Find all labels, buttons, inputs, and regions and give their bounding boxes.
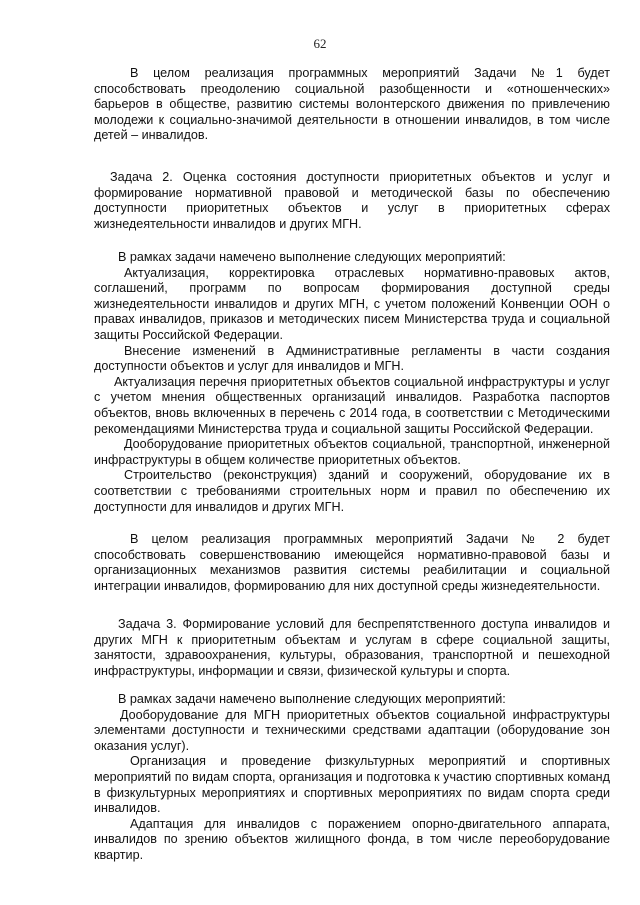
paragraph: Внесение изменений в Административные регламенты в части создания доступности объектов и услуг для инвалидов и МГН. [94, 343, 610, 374]
paragraph: В целом реализация программных мероприятий Задачи № 2 будет способствовать совершенствованию имеющейся нормативно-правовой базы и организационных механизмов развития системы реабилитации и социальной интеграции инвалидов, формированию для них доступной среды жизнедеятельности. [94, 532, 610, 593]
paragraph: Актуализация перечня приоритетных объектов социальной инфраструктуры и услуг с учетом мнения общественных организаций инвалидов. Разработка паспортов объектов, вновь включенных в перечень с 2014 года, в соответствии с Методическими рекомендациями Министерства труда и социальной защиты Российской Федерации. [94, 374, 610, 436]
task2-measures [94, 250, 610, 515]
paragraph: Задача 2. Оценка состояния доступности приоритетных объектов и услуг и формирование нормативной правовой и методической базы по обеспечению доступности приоритетных объектов и услуг в приоритетных сферах жизнедеятельности инвалидов и других МГН. [94, 170, 610, 231]
paragraph: В целом реализация программных мероприятий Задачи №1 будет способствовать преодолению социальной разобщенности и «отношенческих» барьеров в обществе, развитию системы волонтерского движения по привлечению молодежи к социально-значимой деятельности в отношении инвалидов, в том числе детей – инвалидов. [94, 66, 610, 143]
paragraph: Актуализация, корректировка отраслевых нормативно-правовых актов, соглашений, программ по вопросам формирования доступной среды жизнедеятельности инвалидов и других МГН, с учетом положений Конвенции ООН о правах инвалидов, приказов и методических писем Министерства труда и социальной защиты Российской Федерации. [94, 265, 610, 342]
task2-summary [94, 532, 610, 594]
paragraph: Дооборудование приоритетных объектов социальной, транспортной, инженерной инфраструктуры в общем количестве приоритетных объектов. [94, 437, 610, 467]
paragraph: Адаптация для инвалидов с поражением опорно-двигательного аппарата, инвалидов по зрению объектов жилищного фонда, в том числе переоборудование квартир. [94, 816, 610, 862]
paragraph: Строительство (реконструкция) зданий и сооружений, оборудование их в соответствии с требованиями строительных норм и правил по обеспечению их доступности для инвалидов и других МГН. [94, 468, 610, 514]
paragraph: Задача 3. Формирование условий для беспрепятственного доступа инвалидов и других МГН к приоритетным объектам и услугам в сфере социальной защиты, занятости, здравоохранения, культуры, образования, транспортной и пешеходной инфраструктуры, информации и связи, физической культуры и спорта. [94, 617, 610, 678]
paragraph: В рамках задачи намечено выполнение следующих мероприятий: [118, 692, 506, 706]
paragraph: Организация и проведение физкультурных мероприятий и спортивных мероприятий по видам спорта, организация и подготовка к участию спортивных команд в физкультурных мероприятиях и спортивных мероприятиях по видам спорта среди инвалидов. [94, 754, 610, 816]
task1-summary [94, 66, 610, 144]
task3-measures [94, 692, 610, 864]
task3-heading [94, 617, 610, 679]
paragraph: В рамках задачи намечено выполнение следующих мероприятий: [118, 250, 506, 264]
page-number: 62 [313, 36, 327, 51]
paragraph: Дооборудование для МГН приоритетных объектов социальной инфраструктуры элементами доступности и техническими средствами адаптации (оборудование зон оказания услуг). [94, 707, 610, 753]
task2-heading [94, 170, 610, 232]
